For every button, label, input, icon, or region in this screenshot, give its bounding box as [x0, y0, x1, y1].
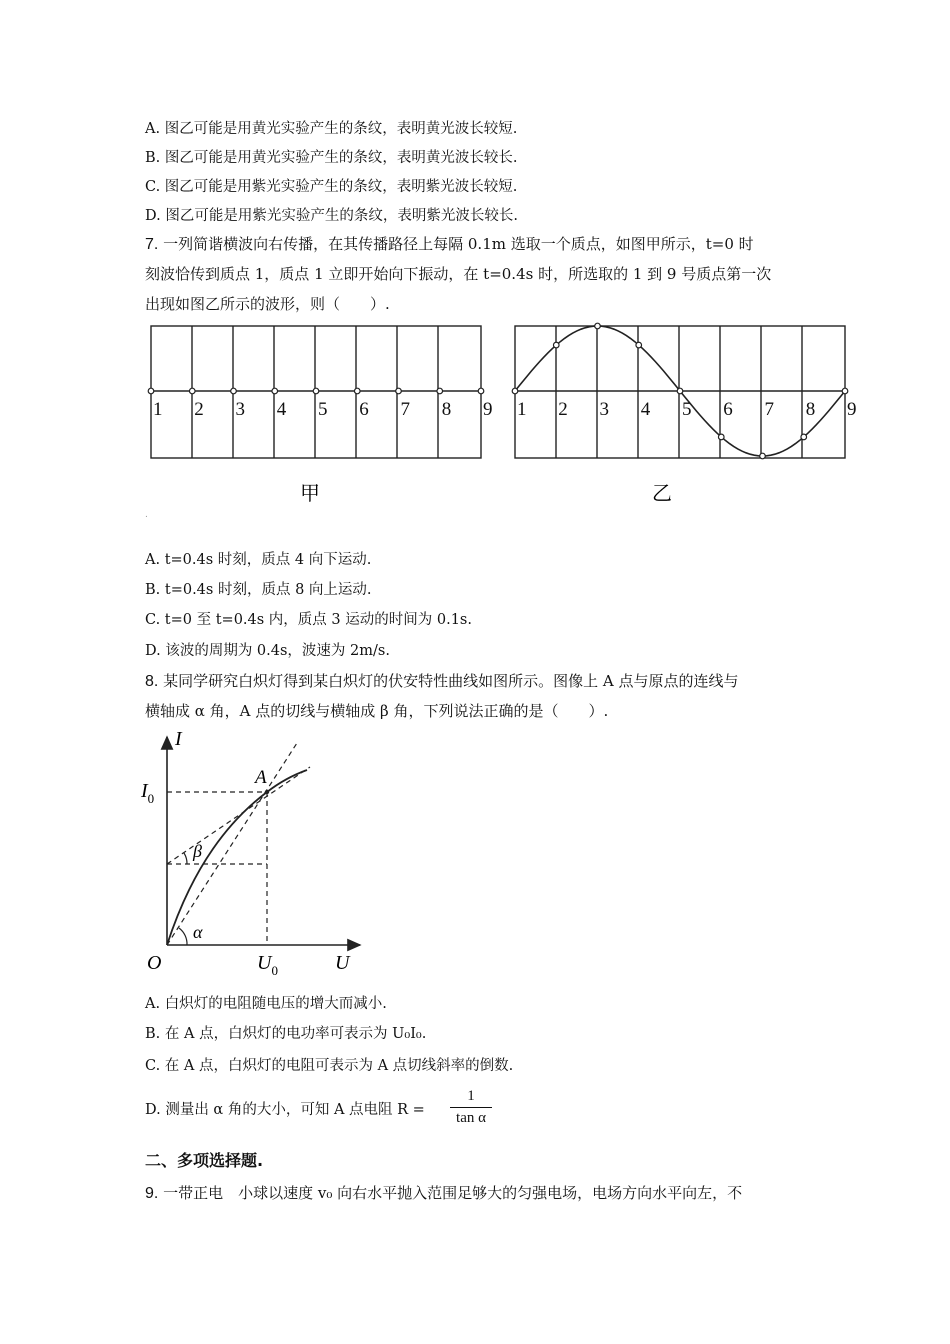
yi-particle-4: [636, 342, 642, 348]
yi-label-9: 9: [847, 399, 857, 420]
q9-number: 9.: [145, 1185, 159, 1202]
alpha-label: α: [193, 922, 203, 942]
u0-label: $U_0$: [257, 952, 278, 978]
q7-figure-jia: [140, 318, 500, 518]
q8-option-d: D. 测量出 α 角的大小，可知 A 点电阻 R =: [145, 1102, 425, 1118]
yi-label-5: 5: [682, 399, 692, 420]
jia-label-2: 2: [194, 399, 204, 420]
yi-particle-7: [760, 453, 766, 459]
q6-option-b: B. 图乙可能是用黄光实验产生的条纹，表明黄光波长较长.: [145, 150, 518, 166]
yi-particle-1: [512, 388, 518, 394]
q6-option-d: D. 图乙可能是用紫光实验产生的条纹，表明紫光波长较长.: [145, 208, 518, 224]
yi-label-3: 3: [599, 399, 609, 420]
q9-stem-line1: [145, 1182, 742, 1203]
q8-option-b: B. 在 A 点，白炽灯的电功率可表示为 U₀I₀.: [145, 1026, 427, 1042]
yi-label-8: 8: [805, 399, 816, 420]
tangent-line: [167, 767, 310, 864]
jia-label-7: 7: [400, 399, 410, 420]
q7-stem-line1: [145, 233, 754, 254]
fraction-numerator: 1: [450, 1088, 492, 1108]
i0-label: $I_0$: [141, 780, 155, 806]
yi-particle-8: [801, 434, 807, 440]
q6-option-c: C. 图乙可能是用紫光实验产生的条纹，表明紫光波长较短.: [145, 179, 518, 195]
jia-particle-1: [148, 388, 154, 394]
alpha-arc: [179, 928, 187, 945]
y-axis-label: I: [175, 728, 182, 750]
yi-label-1: 1: [517, 399, 527, 420]
caption-jia: 甲: [300, 483, 320, 505]
q7-figure-yi: [504, 318, 874, 518]
jia-particle-9: [478, 388, 484, 394]
q7-stem-line2: 刻波恰传到质点 1，质点 1 立即开始向下振动，在 t=0.4s 时，所选取的 1 到 9 号质点第一次: [145, 265, 772, 283]
q6-option-a: A. 图乙可能是用黄光实验产生的条纹，表明黄光波长较短.: [145, 121, 518, 137]
jia-particle-8: [437, 388, 443, 394]
jia-label-6: 6: [359, 399, 369, 420]
jia-particle-4: [272, 388, 278, 394]
figure-marker: .: [145, 510, 148, 520]
q7-stem-line3: 出现如图乙所示的波形，则（ ）.: [145, 295, 390, 313]
caption-yi: 乙: [652, 483, 672, 505]
q8-stem-line2: 横轴成 α 角，A 点的切线与横轴成 β 角，下列说法正确的是（ ）.: [145, 702, 609, 720]
point-a-marker: [265, 790, 269, 794]
q9-stem-text: 一带正电 小球以速度 v₀ 向右水平抛入范围足够大的匀强电场，电场方向水平向左，不: [158, 1184, 743, 1202]
q8-number: 8.: [145, 673, 159, 690]
yi-label-6: 6: [723, 399, 733, 420]
q8-iu-figure: [135, 725, 375, 985]
jia-particle-3: [231, 388, 237, 394]
jia-particle-7: [396, 388, 402, 394]
q7-stem-text: 一列简谐横波向右传播，在其传播路径上每隔 0.1m 选取一个质点，如图甲所示，t=0 时: [158, 235, 754, 253]
section-title: 二、多项选择题.: [145, 1151, 264, 1170]
origin-label: O: [147, 952, 162, 974]
iu-curve: [167, 770, 307, 945]
fraction-denominator: tan α: [456, 1110, 486, 1126]
yi-particle-6: [718, 434, 724, 440]
yi-label-4: 4: [640, 399, 651, 420]
secant-line: [167, 743, 297, 945]
q7-option-d: D. 该波的周期为 0.4s，波速为 2m/s.: [145, 643, 390, 659]
jia-label-3: 3: [235, 399, 245, 420]
jia-label-5: 5: [318, 399, 328, 420]
x-axis-label: U: [335, 952, 350, 974]
q7-option-a: A. t=0.4s 时刻，质点 4 向下运动.: [145, 552, 372, 568]
beta-arc: [184, 853, 187, 864]
jia-label-1: 1: [153, 399, 163, 420]
q8-option-a: A. 白炽灯的电阻随电压的增大而减小.: [145, 996, 387, 1012]
q7-number: 7.: [145, 236, 159, 253]
yi-particle-5: [677, 388, 683, 394]
resistance-fraction: [450, 1088, 492, 1127]
q7-option-b: B. t=0.4s 时刻，质点 8 向上运动.: [145, 582, 372, 598]
jia-label-8: 8: [441, 399, 452, 420]
yi-label-7: 7: [764, 399, 774, 420]
q8-stem-text: 某同学研究白炽灯得到某白炽灯的伏安特性曲线如图所示。图像上 A 点与原点的连线与: [158, 672, 739, 690]
jia-label-4: 4: [276, 399, 287, 420]
q8-option-c: C. 在 A 点，白炽灯的电阻可表示为 A 点切线斜率的倒数.: [145, 1058, 514, 1074]
point-a-label: A: [255, 767, 267, 788]
beta-label: β: [193, 841, 202, 861]
yi-particle-3: [595, 323, 601, 329]
yi-particle-9: [842, 388, 848, 394]
jia-particle-5: [313, 388, 319, 394]
yi-particle-2: [553, 342, 559, 348]
jia-particle-6: [354, 388, 360, 394]
q8-stem-line1: [145, 670, 739, 691]
jia-particle-2: [189, 388, 195, 394]
jia-label-9: 9: [483, 399, 493, 420]
q7-option-c: C. t=0 至 t=0.4s 内，质点 3 运动的时间为 0.1s.: [145, 612, 472, 628]
yi-label-2: 2: [558, 399, 568, 420]
